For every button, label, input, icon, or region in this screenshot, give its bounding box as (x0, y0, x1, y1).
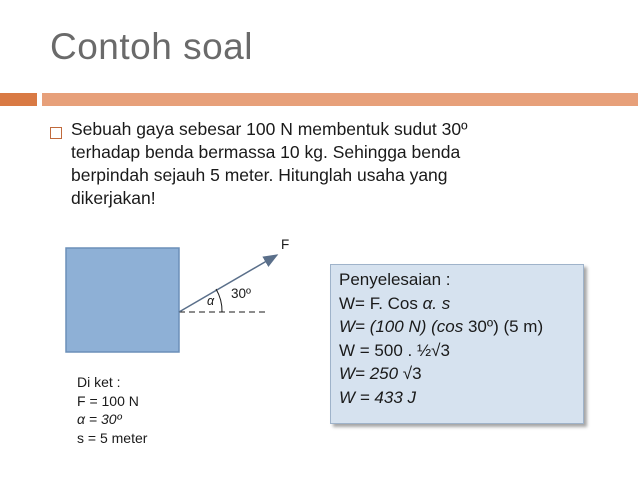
force-arrow (179, 255, 277, 312)
problem-line: Sebuah gaya sebesar 100 N membentuk sudut 30º (71, 119, 468, 139)
mass-block (66, 248, 179, 352)
solution-line-1-text: W= F. Cos (339, 293, 423, 313)
solution-line-2-text: 30º) (5 m) (467, 317, 544, 336)
slide-title: Contoh soal (50, 26, 253, 67)
known-distance: s = 5 meter (77, 429, 148, 446)
angle-arc (216, 289, 222, 312)
solution-box (330, 264, 584, 424)
solution-line-2 (339, 315, 583, 339)
known-values (77, 373, 147, 447)
solution-line-1 (339, 292, 583, 316)
known-heading: Di ket : (77, 374, 121, 390)
force-label: F (281, 237, 290, 252)
known-angle: α = 30º (77, 411, 122, 427)
solution-line-1-italic: α. s (422, 293, 451, 313)
solution-line-4 (339, 362, 583, 386)
angle-symbol: α (207, 294, 215, 308)
solution-line-4-text: √3 (402, 364, 422, 383)
solution-line-2-italic: W= (100 N) (cos (339, 317, 468, 336)
solution-line-4-italic: W= 250 (339, 364, 403, 383)
solution-heading: Penyelesaian : (339, 270, 451, 289)
known-force: F = 100 N (77, 392, 139, 409)
problem-line: berpindah sejauh 5 meter. Hitunglah usaha yang (71, 165, 448, 185)
solution-line-3: W = 500 . ½√3 (339, 340, 450, 360)
problem-line: dikerjakan! (71, 188, 156, 208)
solution-line-5: W = 433 J (339, 387, 417, 407)
problem-line: terhadap benda bermassa 10 kg. Sehingga benda (71, 142, 461, 162)
angle-label: 30º (231, 286, 251, 301)
